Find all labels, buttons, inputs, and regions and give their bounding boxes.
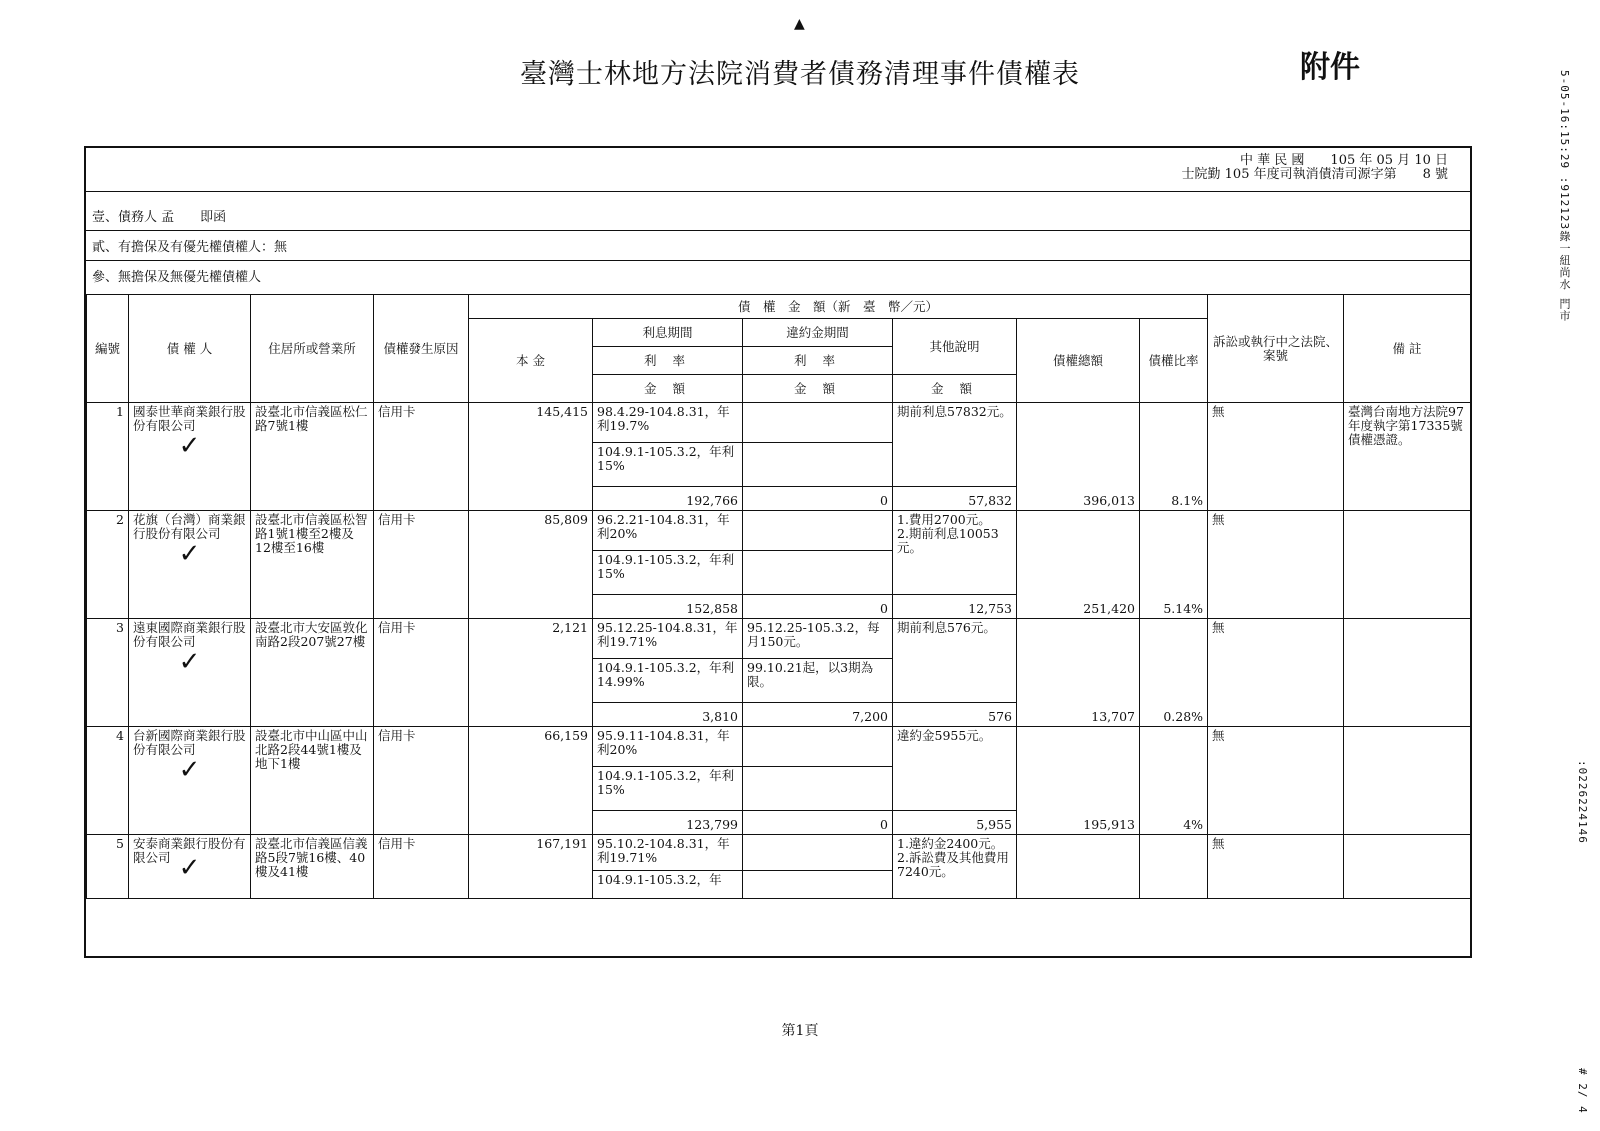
row-penalty-2 xyxy=(743,871,893,899)
row-principal: 2,121 xyxy=(469,619,593,727)
col-header-interest-amount: 金 額 xyxy=(593,375,743,403)
row-penalty-amount: 0 xyxy=(743,487,893,511)
row-total: 396,013 xyxy=(1017,403,1140,511)
divider xyxy=(86,191,1470,192)
case-number-line: 士院勤 105 年度司執消債清司源字第 8 號 xyxy=(1181,167,1448,182)
row-penalty-2 xyxy=(743,767,893,811)
row-penalty-1 xyxy=(743,727,893,767)
row-penalty-2 xyxy=(743,551,893,595)
row-penalty-1 xyxy=(743,835,893,871)
row-rate-1: 98.4.29-104.8.31，年利19.7% xyxy=(593,403,743,443)
row-penalty-amount: 0 xyxy=(743,811,893,835)
row-address: 設臺北市信義區松仁路7號1樓 xyxy=(251,403,374,511)
row-other-note: 期前利息576元。 xyxy=(893,619,1017,703)
row-other-note: 1.違約金2400元。 2.訴訟費及其他費用7240元。 xyxy=(893,835,1017,899)
row-ratio xyxy=(1140,835,1208,899)
date-line: 中 華 民 國 105 年 05 月 10 日 xyxy=(1240,153,1448,168)
row-ratio: 0.28% xyxy=(1140,619,1208,727)
claims-table-frame xyxy=(84,146,1472,958)
col-header-principal: 本 金 xyxy=(469,319,593,403)
row-creditor xyxy=(129,835,251,899)
col-header-cause: 債權發生原因 xyxy=(374,295,469,403)
col-header-litigation: 訴訟或執行中之法院、案號 xyxy=(1208,295,1344,403)
table-row xyxy=(87,619,1471,659)
row-cause: 信用卡 xyxy=(374,835,469,899)
row-creditor xyxy=(129,511,251,619)
row-rate-2: 104.9.1-105.3.2，年 xyxy=(593,871,743,899)
row-principal: 167,191 xyxy=(469,835,593,899)
col-header-total: 債權總額 xyxy=(1017,319,1140,403)
col-header-address: 住居所或營業所 xyxy=(251,295,374,403)
table-row xyxy=(87,727,1471,767)
fax-page-text: # 2/ 4 xyxy=(1576,1068,1589,1114)
col-header-creditor: 債 權 人 xyxy=(129,295,251,403)
row-other-note: 1.費用2700元。 2.期前利息10053元。 xyxy=(893,511,1017,595)
row-penalty-2: 99.10.21起，以3期為限。 xyxy=(743,659,893,703)
row-no: 2 xyxy=(87,511,129,619)
row-penalty-amount: 7,200 xyxy=(743,703,893,727)
row-address: 設臺北市信義區信義路5段7號16樓、40樓及41樓 xyxy=(251,835,374,899)
row-litigation: 無 xyxy=(1208,403,1344,511)
row-ratio: 8.1% xyxy=(1140,403,1208,511)
col-header-remarks: 備 註 xyxy=(1344,295,1471,403)
row-no: 1 xyxy=(87,403,129,511)
row-rate-1: 95.12.25-104.8.31，年利19.71% xyxy=(593,619,743,659)
creditor-rows xyxy=(87,403,1471,835)
col-header-interest-period: 利息期間 xyxy=(593,319,743,347)
section-secured-creditors: 貳、有擔保及有優先權債權人：無 xyxy=(92,240,288,255)
col-header-penalty-period: 違約金期間 xyxy=(743,319,893,347)
row-total: 251,420 xyxy=(1017,511,1140,619)
creditor-name: 遠東國際商業銀行股份有限公司 xyxy=(133,620,246,649)
check-mark-icon: ✓ xyxy=(178,431,201,461)
divider xyxy=(86,230,1470,231)
creditor-row-5 xyxy=(87,835,1471,899)
check-mark-icon: ✓ xyxy=(178,755,201,785)
check-mark-icon: ✓ xyxy=(178,853,201,883)
row-ratio: 4% xyxy=(1140,727,1208,835)
col-header-ratio: 債權比率 xyxy=(1140,319,1208,403)
row-other-amount: 12,753 xyxy=(893,595,1017,619)
row-litigation: 無 xyxy=(1208,511,1344,619)
fax-header-text: 5-05-16:15:29 :912123錄一紐尚水 門市 xyxy=(1558,70,1571,322)
section-debtor: 壹、債務人 孟 即函 xyxy=(92,210,227,225)
check-mark-icon: ✓ xyxy=(178,647,201,677)
row-interest-amount: 3,810 xyxy=(593,703,743,727)
row-penalty-1 xyxy=(743,403,893,443)
row-other-amount: 576 xyxy=(893,703,1017,727)
row-penalty-amount: 0 xyxy=(743,595,893,619)
row-cause: 信用卡 xyxy=(374,403,469,511)
row-rate-2: 104.9.1-105.3.2，年利15% xyxy=(593,767,743,811)
top-mark: ▲ xyxy=(794,16,805,32)
col-header-interest-rate: 利 率 xyxy=(593,347,743,375)
row-penalty-1: 95.12.25-105.3.2，每月150元。 xyxy=(743,619,893,659)
row-creditor xyxy=(129,619,251,727)
row-cause: 信用卡 xyxy=(374,727,469,835)
fax-number-text: :0226224146 xyxy=(1576,760,1589,844)
row-rate-1: 96.2.21-104.8.31，年利20% xyxy=(593,511,743,551)
row-principal: 66,159 xyxy=(469,727,593,835)
row-creditor xyxy=(129,403,251,511)
date-block xyxy=(1182,154,1448,182)
row-remarks xyxy=(1344,619,1471,727)
table-row xyxy=(87,511,1471,551)
row-address: 設臺北市大安區敦化南路2段207號27樓 xyxy=(251,619,374,727)
col-header-other-amount: 金 額 xyxy=(893,375,1017,403)
creditor-name: 花旗（台灣）商業銀行股份有限公司 xyxy=(133,512,246,541)
row-remarks xyxy=(1344,511,1471,619)
col-header-penalty-amount: 金 額 xyxy=(743,375,893,403)
creditor-name: 安泰商業銀行股份有限公司 xyxy=(133,836,246,865)
check-mark-icon: ✓ xyxy=(178,539,201,569)
document-title: 臺灣士林地方法院消費者債務清理事件債權表 xyxy=(520,59,1080,90)
row-address: 設臺北市中山區中山北路2段44號1樓及地下1樓 xyxy=(251,727,374,835)
col-header-amount-group: 債 權 金 額（新 臺 幣／元） xyxy=(469,295,1208,319)
row-litigation: 無 xyxy=(1208,835,1344,899)
page-number: 第1頁 xyxy=(781,1023,819,1039)
row-other-note: 期前利息57832元。 xyxy=(893,403,1017,487)
row-address: 設臺北市信義區松智路1號1樓至2樓及12樓至16樓 xyxy=(251,511,374,619)
row-other-amount: 57,832 xyxy=(893,487,1017,511)
row-remarks: 臺灣台南地方法院97年度執字第17335號債權憑證。 xyxy=(1344,403,1471,511)
section-unsecured-creditors: 參、無擔保及無優先權債權人 xyxy=(92,270,262,285)
row-no: 5 xyxy=(87,835,129,899)
row-ratio: 5.14% xyxy=(1140,511,1208,619)
row-interest-amount: 192,766 xyxy=(593,487,743,511)
row-other-amount: 5,955 xyxy=(893,811,1017,835)
row-rate-2: 104.9.1-105.3.2，年利15% xyxy=(593,443,743,487)
row-interest-amount: 152,858 xyxy=(593,595,743,619)
row-penalty-2 xyxy=(743,443,893,487)
row-litigation: 無 xyxy=(1208,619,1344,727)
row-cause: 信用卡 xyxy=(374,619,469,727)
col-header-other: 其他說明 xyxy=(893,319,1017,375)
row-remarks xyxy=(1344,835,1471,899)
creditor-name: 台新國際商業銀行股份有限公司 xyxy=(133,728,246,757)
row-rate-2: 104.9.1-105.3.2，年利15% xyxy=(593,551,743,595)
col-header-no: 編號 xyxy=(87,295,129,403)
row-creditor xyxy=(129,727,251,835)
row-interest-amount: 123,799 xyxy=(593,811,743,835)
row-no: 4 xyxy=(87,727,129,835)
row-cause: 信用卡 xyxy=(374,511,469,619)
row-total: 195,913 xyxy=(1017,727,1140,835)
row-remarks xyxy=(1344,727,1471,835)
row-other-note: 違約金5955元。 xyxy=(893,727,1017,811)
row-rate-1: 95.10.2-104.8.31，年利19.71% xyxy=(593,835,743,871)
row-no: 3 xyxy=(87,619,129,727)
table-row xyxy=(87,403,1471,443)
row-penalty-1 xyxy=(743,511,893,551)
divider xyxy=(86,260,1470,261)
row-principal: 85,809 xyxy=(469,511,593,619)
creditor-table xyxy=(86,294,1471,899)
row-rate-1: 95.9.11-104.8.31，年利20% xyxy=(593,727,743,767)
row-principal: 145,415 xyxy=(469,403,593,511)
row-total xyxy=(1017,835,1140,899)
row-rate-2: 104.9.1-105.3.2，年利14.99% xyxy=(593,659,743,703)
row-litigation: 無 xyxy=(1208,727,1344,835)
col-header-penalty-rate: 利 率 xyxy=(743,347,893,375)
attachment-stamp: 附件 xyxy=(1300,50,1360,85)
row-total: 13,707 xyxy=(1017,619,1140,727)
creditor-name: 國泰世華商業銀行股份有限公司 xyxy=(133,404,246,433)
